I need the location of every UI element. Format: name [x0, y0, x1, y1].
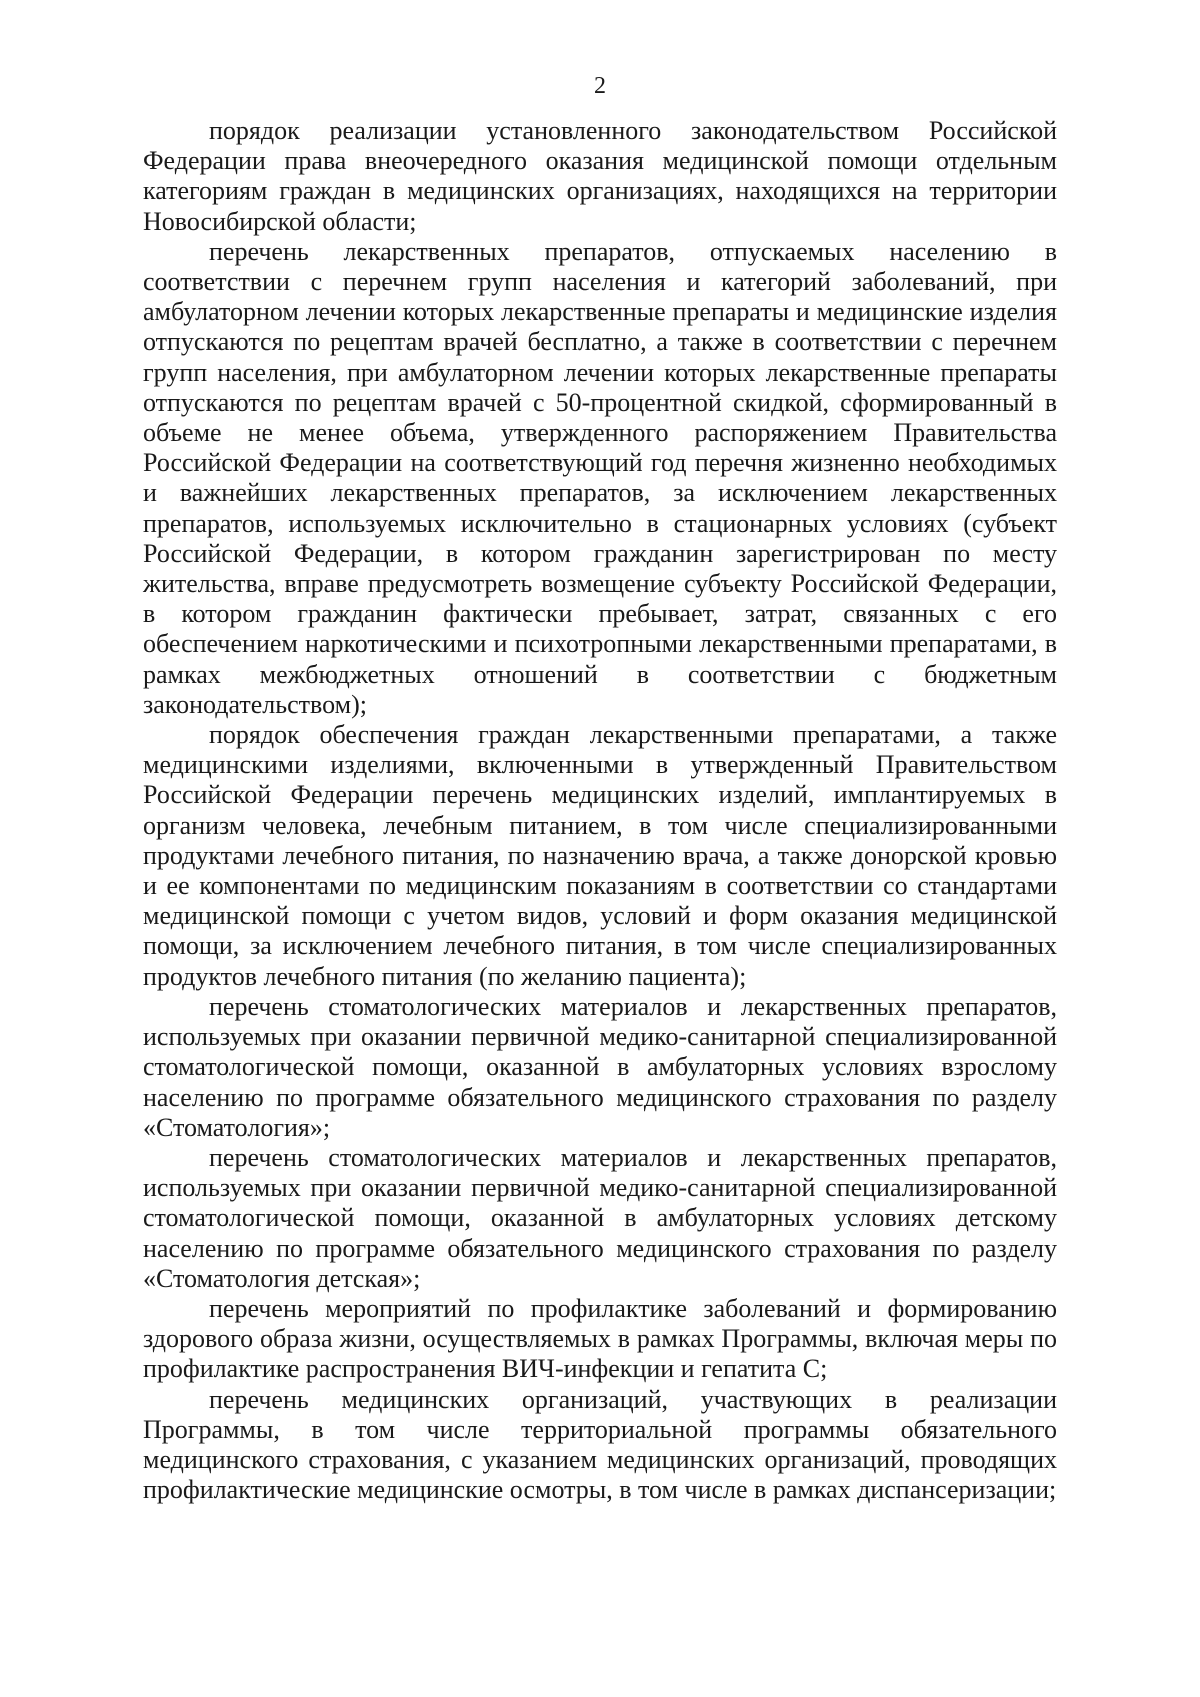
paragraph-dental-child-list: перечень стоматологических материалов и лекарственных препаратов, используемых при оказании первичной медико-санитарной специализированной стоматологической помощи, оказанной в амбулаторных условиях детскому населению по программе обязательного медицинского страхования по разделу «Стоматология детская»; — [143, 1142, 1057, 1293]
paragraph-prevention-measures: перечень мероприятий по профилактике заболеваний и формированию здорового образа жизни, осуществляемых в рамках Программы, включая меры по профилактике распространения ВИЧ-инфекции и гепатита С; — [143, 1293, 1057, 1384]
page-number: 2 — [594, 73, 606, 99]
paragraph-drug-list: перечень лекарственных препаратов, отпускаемых населению в соответствии с перечнем групп населения и категорий заболеваний, при амбулаторном лечении которых лекарственные препараты и медицинские изделия отпускаются по рецептам врачей бесплатно, а также в соответствии с перечнем групп населения, при амбулаторном лечении которых лекарственные препараты отпускаются по рецептам врачей с 50-процентной скидкой, сформированный в объеме не менее объема, утвержденного распоряжением Правительства Российской Федерации на соответствующий год перечня жизненно необходимых и важнейших лекарственных препаратов, за исключением лекарственных препаратов, используемых исключительно в стационарных условиях (субъект Российской Федерации, в котором гражданин зарегистрирован по месту жительства, вправе предусмотреть возмещение субъекту Российской Федерации, в котором гражданин фактически пребывает, затрат, связанных с его обеспечением наркотическими и психотропными лекарственными препаратами, в рамках межбюджетных отношений в соответствии с бюджетным законодательством); — [143, 236, 1057, 719]
paragraph-dental-adult-list: перечень стоматологических материалов и лекарственных препаратов, используемых при оказании первичной медико-санитарной специализированной стоматологической помощи, оказанной в амбулаторных условиях взрослому населению по программе обязательного медицинского страхования по разделу «Стоматология»; — [143, 991, 1057, 1142]
paragraph-priority-care-procedure: порядок реализации установленного законодательством Российской Федерации права внеочередного оказания медицинской помощи отдельным категориям граждан в медицинских организациях, находящихся на территории Новосибирской области; — [143, 116, 1057, 236]
document-body — [143, 116, 1057, 1505]
paragraph-medical-organizations-list: перечень медицинских организаций, участвующих в реализации Программы, в том числе территориальной программы обязательного медицинского страхования, с указанием медицинских организаций, проводящих профилактические медицинские осмотры, в том числе в рамках диспансеризации; — [143, 1384, 1057, 1505]
paragraph-supply-procedure: порядок обеспечения граждан лекарственными препаратами, а также медицинскими изделиями, включенными в утвержденный Правительством Российской Федерации перечень медицинских изделий, имплантируемых в организм человека, лечебным питанием, в том числе специализированными продуктами лечебного питания, по назначению врача, а также донорской кровью и ее компонентами по медицинским показаниям в соответствии со стандартами медицинской помощи с учетом видов, условий и форм оказания медицинской помощи, за исключением лечебного питания, в том числе специализированных продуктов лечебного питания (по желанию пациента); — [143, 720, 1057, 991]
